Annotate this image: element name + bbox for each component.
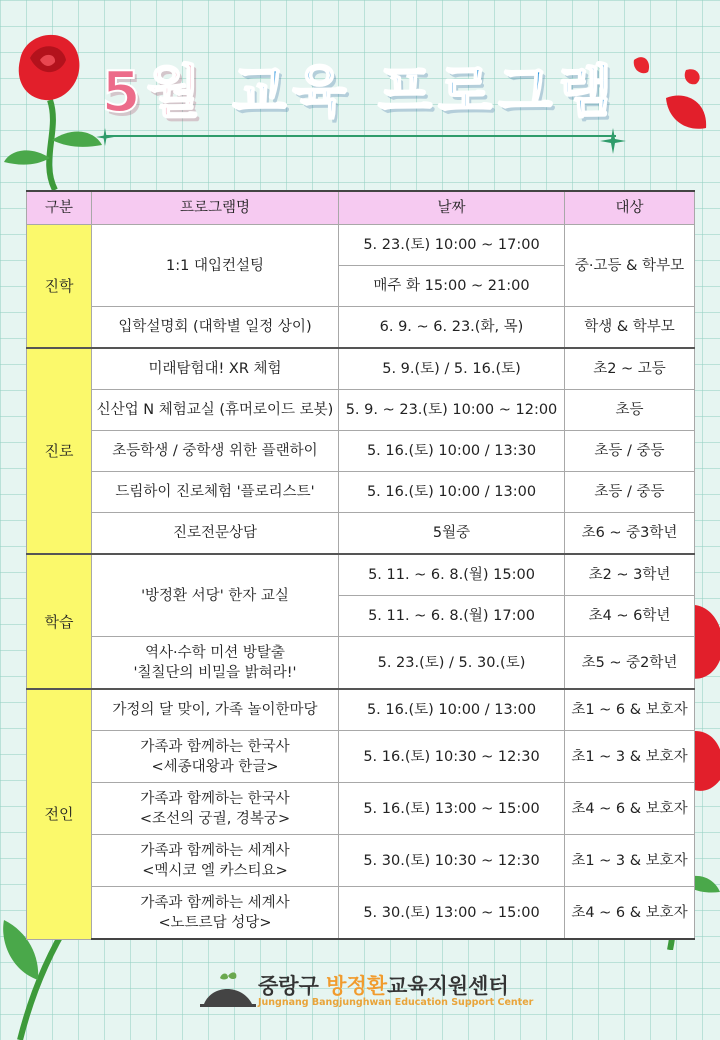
- program-cell: 입학설명회 (대학별 일정 상이): [92, 307, 339, 349]
- target-cell: 초1 ~ 3 & 보호자: [565, 835, 695, 887]
- table-row: [27, 431, 695, 472]
- program-cell: [92, 637, 339, 690]
- program-cell: '방정환 서당' 한자 교실: [92, 554, 339, 637]
- program-table: [26, 190, 695, 940]
- table-row: [27, 554, 695, 596]
- target-cell: 초4 ~ 6학년: [565, 596, 695, 637]
- header-target: 대상: [565, 191, 695, 225]
- table-row: [27, 472, 695, 513]
- program-line: <노트르담 성당>: [158, 914, 272, 931]
- date-cell: 5. 30.(토) 13:00 ~ 15:00: [339, 887, 565, 940]
- table-row: [27, 513, 695, 555]
- program-cell: 드림하이 진로체험 '플로리스트': [92, 472, 339, 513]
- program-cell: 미래탐험대! XR 체험: [92, 348, 339, 390]
- target-cell: 초등 / 중등: [565, 472, 695, 513]
- table-row: [27, 689, 695, 731]
- date-cell: 5. 16.(토) 13:00 ~ 15:00: [339, 783, 565, 835]
- hill-logo-icon: [200, 970, 256, 1010]
- date-cell: 매주 화 15:00 ~ 21:00: [339, 266, 565, 307]
- date-cell: 5. 16.(토) 10:00 / 13:00: [339, 472, 565, 513]
- category-cell: 진로: [27, 348, 92, 554]
- date-cell: 5. 30.(토) 10:30 ~ 12:30: [339, 835, 565, 887]
- program-line: 가족과 함께하는 세계사: [140, 842, 290, 859]
- center-name-suffix: 교육지원센터: [387, 974, 509, 998]
- target-cell: 초등: [565, 390, 695, 431]
- date-cell: 5. 23.(토) 10:00 ~ 17:00: [339, 225, 565, 266]
- center-name-english: Jungnang Bangjunghwan Education Support Center: [258, 997, 534, 1008]
- target-cell: 초1 ~ 6 & 보호자: [565, 689, 695, 731]
- target-cell: 초2 ~ 고등: [565, 348, 695, 390]
- date-cell: 5. 11. ~ 6. 8.(월) 15:00: [339, 554, 565, 596]
- table-row: [27, 731, 695, 783]
- target-cell: 초5 ~ 중2학년: [565, 637, 695, 690]
- program-line: 가족과 함께하는 한국사: [140, 738, 290, 755]
- date-cell: 5. 11. ~ 6. 8.(월) 17:00: [339, 596, 565, 637]
- date-cell: 5. 16.(토) 10:30 ~ 12:30: [339, 731, 565, 783]
- program-line: <세종대왕과 한글>: [151, 758, 279, 775]
- program-cell: [92, 887, 339, 940]
- header-category: 구분: [27, 191, 92, 225]
- target-cell: 중·고등 & 학부모: [565, 225, 695, 307]
- center-name: [258, 970, 509, 1000]
- program-cell: [92, 783, 339, 835]
- footer-logo-block: [200, 970, 540, 1014]
- program-cell: 1:1 대입컨설팅: [92, 225, 339, 307]
- center-name-highlight: 방정환: [326, 974, 388, 998]
- target-cell: 학생 & 학부모: [565, 307, 695, 349]
- target-cell: 초6 ~ 중3학년: [565, 513, 695, 555]
- target-cell: 초4 ~ 6 & 보호자: [565, 887, 695, 940]
- date-cell: 5. 23.(토) / 5. 30.(토): [339, 637, 565, 690]
- category-cell: 진학: [27, 225, 92, 349]
- table-row: [27, 307, 695, 349]
- program-line: 가족과 함께하는 세계사: [140, 894, 290, 911]
- sparkle-icon: [96, 128, 114, 146]
- program-line: <조선의 궁궐, 경복궁>: [139, 810, 291, 827]
- date-cell: 5월중: [339, 513, 565, 555]
- category-cell: 전인: [27, 689, 92, 939]
- date-cell: 5. 9.(토) / 5. 16.(토): [339, 348, 565, 390]
- category-cell: 학습: [27, 554, 92, 689]
- title-month: 5월: [101, 60, 207, 125]
- program-line: <멕시코 엘 카스티요>: [142, 862, 288, 879]
- table-row: [27, 390, 695, 431]
- target-cell: 초4 ~ 6 & 보호자: [565, 783, 695, 835]
- page-title: [0, 48, 720, 128]
- sparkle-icon: [600, 128, 626, 154]
- program-cell: 초등학생 / 중학생 위한 플랜하이: [92, 431, 339, 472]
- title-text: 교육 프로그램: [232, 60, 619, 125]
- table-header-row: [27, 191, 695, 225]
- title-underline: [104, 135, 616, 137]
- date-cell: 5. 9. ~ 23.(토) 10:00 ~ 12:00: [339, 390, 565, 431]
- center-name-prefix: 중랑구: [258, 974, 327, 998]
- target-cell: 초1 ~ 3 & 보호자: [565, 731, 695, 783]
- header-date: 날짜: [339, 191, 565, 225]
- program-line: '칠칠단의 비밀을 밝혀라!': [133, 664, 297, 681]
- table-row: [27, 348, 695, 390]
- header-program: 프로그램명: [92, 191, 339, 225]
- program-line: 역사·수학 미션 방탈출: [145, 644, 285, 661]
- program-line: 가족과 함께하는 한국사: [140, 790, 290, 807]
- date-cell: 5. 16.(토) 10:00 / 13:30: [339, 431, 565, 472]
- table-row: [27, 783, 695, 835]
- program-cell: 가정의 달 맞이, 가족 놀이한마당: [92, 689, 339, 731]
- table-row: [27, 835, 695, 887]
- date-cell: 6. 9. ~ 6. 23.(화, 목): [339, 307, 565, 349]
- table-row: [27, 637, 695, 690]
- table-row: [27, 887, 695, 940]
- program-cell: [92, 835, 339, 887]
- program-cell: 진로전문상담: [92, 513, 339, 555]
- target-cell: 초2 ~ 3학년: [565, 554, 695, 596]
- program-cell: [92, 731, 339, 783]
- date-cell: 5. 16.(토) 10:00 / 13:00: [339, 689, 565, 731]
- table-row: [27, 225, 695, 266]
- program-cell: 신산업 N 체험교실 (휴머로이드 로봇): [92, 390, 339, 431]
- target-cell: 초등 / 중등: [565, 431, 695, 472]
